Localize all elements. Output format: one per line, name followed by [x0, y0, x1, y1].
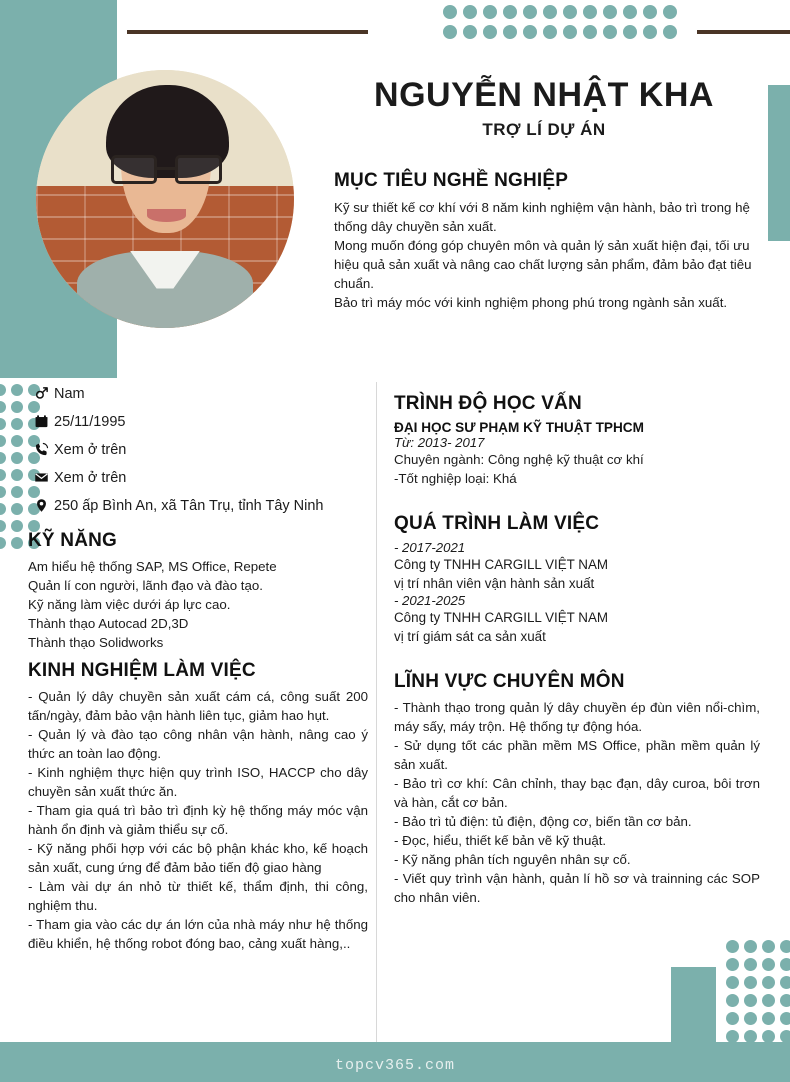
decorative-dot — [11, 384, 23, 396]
decorative-dot — [726, 1012, 739, 1025]
decorative-dot — [762, 1012, 775, 1025]
decorative-dot — [11, 503, 23, 515]
decorative-dot — [726, 976, 739, 989]
decorative-dot — [11, 537, 23, 549]
contact-item — [28, 413, 368, 432]
avatar-photo — [36, 70, 294, 328]
experience-item: - Quản lý dây chuyền sản xuất cám cá, công suất 200 tấn/ngày, đảm bảo vận hành liên tục, giảm hao hụt. — [28, 689, 368, 723]
education-line: Chuyên ngành: Công nghệ kỹ thuật cơ khí — [394, 452, 644, 467]
objective-title: MỤC TIÊU NGHỀ NGHIỆP — [334, 170, 569, 191]
decorative-dot — [603, 5, 617, 19]
column-divider — [376, 382, 377, 1042]
experience-items — [28, 687, 368, 953]
decorative-dot — [780, 994, 790, 1007]
work-history-company: Công ty TNHH CARGILL VIỆT NAM — [394, 557, 609, 572]
expertise-section — [394, 671, 760, 907]
decorative-dot — [11, 486, 23, 498]
decorative-dot — [11, 435, 23, 447]
dot-pattern-top — [443, 5, 683, 45]
contact-value: Xem ở trên — [54, 442, 127, 458]
decorative-dot — [463, 5, 477, 19]
skill-line: Thành thạo Autocad 2D,3D — [28, 616, 189, 631]
work-history-section — [394, 513, 760, 646]
expertise-item: - Sử dụng tốt các phần mềm MS Office, phần mềm quản lý sản xuất. — [394, 738, 760, 772]
avatar — [36, 70, 294, 328]
decorative-dot — [11, 452, 23, 464]
contact-value: 250 ấp Bình An, xã Tân Trụ, tỉnh Tây Ninh — [54, 498, 324, 514]
education-lines — [394, 450, 760, 488]
education-title: TRÌNH ĐỘ HỌC VẤN — [394, 393, 582, 414]
contact-item — [28, 497, 368, 516]
work-history-title: QUÁ TRÌNH LÀM VIỆC — [394, 513, 600, 534]
decorative-dot — [762, 994, 775, 1007]
decorative-dot — [726, 958, 739, 971]
decorative-dot — [744, 1012, 757, 1025]
contact-value: Nam — [54, 386, 85, 402]
objective-paragraph: Bảo trì máy móc với kinh nghiệm phong phú trong ngành sản xuất. — [334, 295, 728, 310]
decorative-dot — [744, 976, 757, 989]
decorative-dot — [543, 25, 557, 39]
work-history-period: - 2017-2021 — [394, 540, 466, 555]
skills-section — [28, 530, 368, 652]
decorative-dot — [0, 384, 6, 396]
objective-paragraph: Kỹ sư thiết kế cơ khí với 8 năm kinh nghiệm vận hành, bảo trì trong hệ thống dây chuyền sản xuất. — [334, 200, 750, 234]
decorative-dot — [780, 1012, 790, 1025]
contact-value: Xem ở trên — [54, 470, 127, 486]
decorative-dot — [523, 25, 537, 39]
decorative-dot — [762, 976, 775, 989]
expertise-item: - Viết quy trình vận hành, quản lí hồ sơ và trainning các SOP cho nhân viên. — [394, 871, 760, 905]
decorative-dot — [563, 5, 577, 19]
expertise-item: - Đọc, hiểu, thiết kế bản vẽ kỹ thuật. — [394, 833, 607, 848]
expertise-title: LĨNH VỰC CHUYÊN MÔN — [394, 671, 625, 692]
contact-list — [28, 385, 368, 516]
header-rule-right — [697, 30, 790, 34]
work-history-period: - 2021-2025 — [394, 593, 466, 608]
decorative-dot — [583, 5, 597, 19]
teal-footer-block — [671, 967, 716, 1042]
contact-item — [28, 469, 368, 488]
decorative-dot — [0, 503, 6, 515]
decorative-dot — [0, 452, 6, 464]
skill-line: Thành thạo Solidworks — [28, 635, 164, 650]
right-column — [394, 385, 760, 911]
decorative-dot — [563, 25, 577, 39]
calendar-icon — [28, 413, 54, 429]
decorative-dot — [726, 994, 739, 1007]
skills-lines — [28, 557, 368, 652]
decorative-dot — [0, 520, 6, 532]
experience-section — [28, 660, 368, 953]
candidate-job-title: TRỢ LÍ DỰ ÁN — [482, 120, 606, 139]
experience-item: - Làm vài dự án nhỏ từ thiết kế, thẩm định, thi công, nghiệm thu. — [28, 879, 368, 913]
teal-right-bar — [768, 85, 790, 241]
work-history-company: Công ty TNHH CARGILL VIỆT NAM — [394, 610, 609, 625]
decorative-dot — [583, 25, 597, 39]
decorative-dot — [0, 435, 6, 447]
expertise-item: - Thành thạo trong quản lý dây chuyền ép đùn viên nổi-chìm, máy sấy, máy trộn. Hệ thống tự động hóa. — [394, 700, 760, 734]
decorative-dot — [523, 5, 537, 19]
decorative-dot — [744, 958, 757, 971]
decorative-dot — [744, 994, 757, 1007]
experience-title: KINH NGHIỆM LÀM VIỆC — [28, 660, 256, 681]
email-icon — [28, 469, 54, 485]
decorative-dot — [643, 5, 657, 19]
work-history-position: vị trí giám sát ca sản xuất — [394, 629, 546, 644]
decorative-dot — [762, 958, 775, 971]
contact-value: 25/11/1995 — [54, 414, 126, 430]
experience-item: - Tham gia quá trì bảo trì định kỳ hệ thống máy móc vận hành ổn định và giảm thiểu sự cố. — [28, 803, 368, 837]
skills-title: KỸ NĂNG — [28, 530, 118, 551]
decorative-dot — [663, 5, 677, 19]
objective-paragraph: Mong muốn đóng góp chuyên môn và quản lý sản xuất hiện đại, tối ưu hiệu quả sản xuất và nâng cao chất lượng sản phẩm, đảm bảo đạt tiêu chuẩn. — [334, 238, 752, 291]
decorative-dot — [623, 25, 637, 39]
decorative-dot — [463, 25, 477, 39]
skill-line: Quản lí con người, lãnh đạo và đào tạo. — [28, 578, 263, 593]
decorative-dot — [780, 958, 790, 971]
decorative-dot — [543, 5, 557, 19]
education-period: Từ: 2013- 2017 — [394, 435, 485, 450]
decorative-dot — [503, 5, 517, 19]
expertise-item: - Bảo trì cơ khí: Cân chỉnh, thay bạc đạn, dây curoa, bôi trơn và hàn, cắt cơ bản. — [394, 776, 760, 810]
decorative-dot — [744, 940, 757, 953]
experience-item: - Quản lý và đào tạo công nhân vận hành, nâng cao ý thức an toàn lao động. — [28, 727, 368, 761]
decorative-dot — [443, 5, 457, 19]
decorative-dot — [0, 401, 6, 413]
candidate-name: NGUYỄN NHẬT KHA — [374, 76, 714, 114]
decorative-dot — [11, 520, 23, 532]
objective-body — [334, 198, 754, 312]
decorative-dot — [0, 537, 6, 549]
education-line: -Tốt nghiệp loại: Khá — [394, 471, 517, 486]
decorative-dot — [11, 469, 23, 481]
work-history-entry — [394, 593, 760, 646]
gender-icon — [28, 385, 54, 401]
location-icon — [28, 497, 54, 513]
decorative-dot — [0, 469, 6, 481]
decorative-dot — [503, 25, 517, 39]
expertise-item: - Bảo trì tủ điện: tủ điện, động cơ, biến tần cơ bản. — [394, 814, 692, 829]
objective-section — [334, 170, 754, 312]
decorative-dot — [762, 940, 775, 953]
decorative-dot — [780, 940, 790, 953]
left-column — [28, 385, 368, 957]
education-section — [394, 393, 760, 488]
phone-icon — [28, 441, 54, 457]
header-rule-left — [127, 30, 368, 34]
decorative-dot — [780, 976, 790, 989]
decorative-dot — [643, 25, 657, 39]
work-history-entries — [394, 540, 760, 646]
decorative-dot — [603, 25, 617, 39]
experience-item: - Tham gia vào các dự án lớn của nhà máy như hệ thống điều khiển, hệ thống robot đóng bao, cảng xuất hàng,.. — [28, 917, 368, 951]
contact-item — [28, 441, 368, 460]
watermark: topcv365.com — [334, 1057, 456, 1074]
decorative-dot — [0, 486, 6, 498]
expertise-item: - Kỹ năng phân tích nguyên nhân sự cố. — [394, 852, 631, 867]
skill-line: Kỹ năng làm việc dưới áp lực cao. — [28, 597, 231, 612]
skill-line: Am hiểu hệ thống SAP, MS Office, Repete — [28, 559, 277, 574]
experience-item: - Kỹ năng phối hợp với các bộ phận khác kho, kế hoạch sản xuất, cung ứng để đảm bảo tiến độ giao hàng — [28, 841, 368, 875]
decorative-dot — [0, 418, 6, 430]
decorative-dot — [11, 401, 23, 413]
expertise-items — [394, 698, 760, 907]
work-history-position: vị trí nhân viên vận hành sản xuất — [394, 576, 595, 591]
experience-item: - Kinh nghiệm thực hiện quy trình ISO, HACCP cho dây chuyền sản xuất thức ăn. — [28, 765, 368, 799]
decorative-dot — [443, 25, 457, 39]
education-school: ĐẠI HỌC SƯ PHẠM KỸ THUẬT TPHCM — [394, 420, 644, 435]
decorative-dot — [663, 25, 677, 39]
decorative-dot — [726, 940, 739, 953]
work-history-entry — [394, 540, 760, 593]
decorative-dot — [11, 418, 23, 430]
decorative-dot — [483, 25, 497, 39]
decorative-dot — [623, 5, 637, 19]
decorative-dot — [483, 5, 497, 19]
contact-item — [28, 385, 368, 404]
